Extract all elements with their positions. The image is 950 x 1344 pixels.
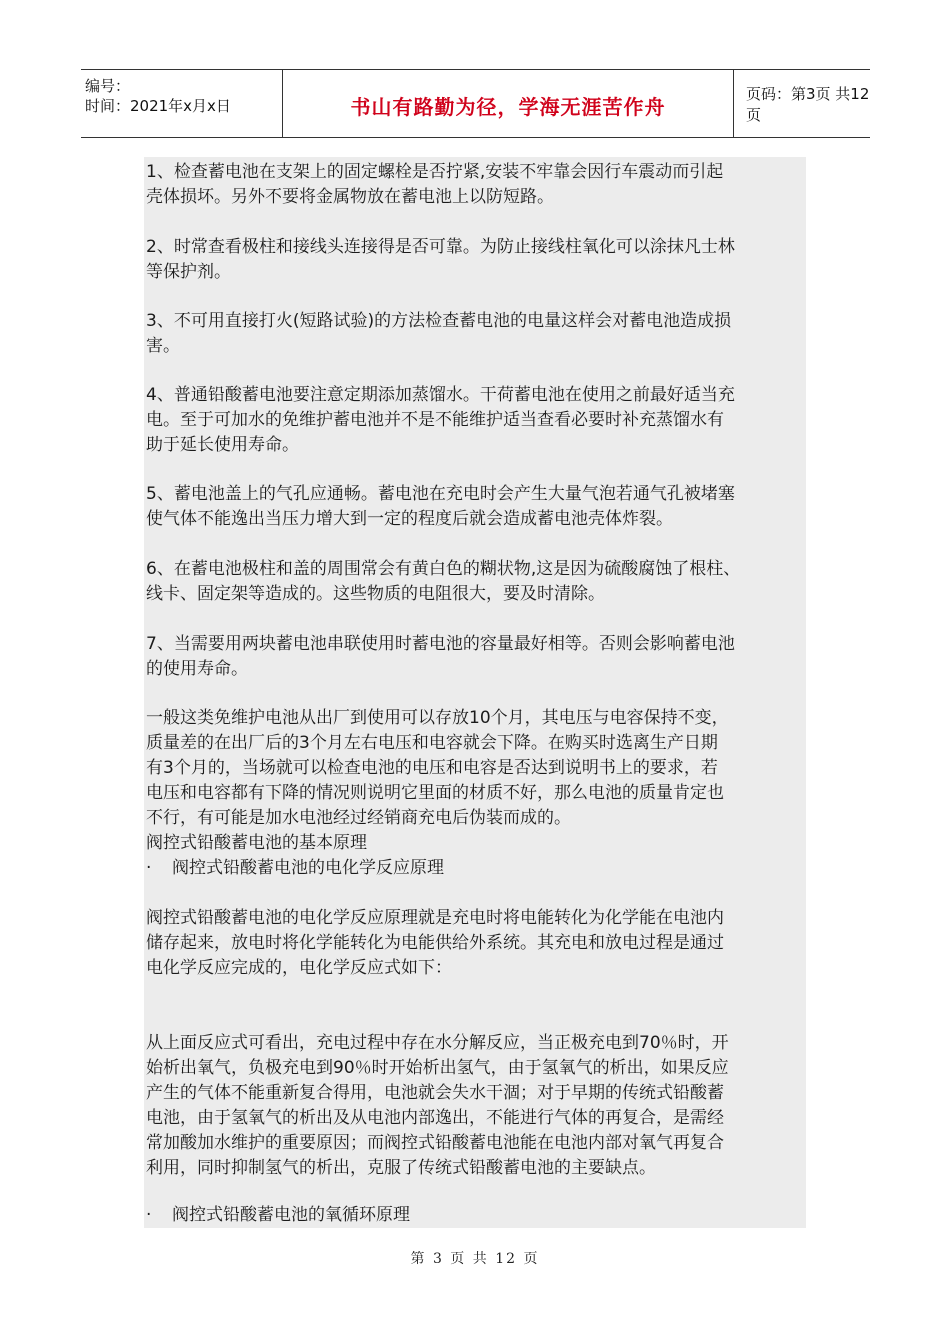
bullet-text: 阀控式铅酸蓄电池的氧循环原理 [172,1205,410,1225]
paragraph-analysis [146,1031,808,1181]
text-line: 6、在蓄电池极柱和盖的周围常会有黄白色的糊状物,这是因为硫酸腐蚀了根柱、 [146,559,741,579]
text-line: 电化学反应完成的，电化学反应式如下： [146,958,452,978]
bullet-icon: · [146,1205,152,1225]
paragraph-3 [146,309,808,359]
text-line: 利用，同时抑制氢气的析出，克服了传统式铅酸蓄电池的主要缺点。 [146,1158,656,1178]
bullet-text: 阀控式铅酸蓄电池的电化学反应原理 [172,858,444,878]
text-line: 等保护剂。 [146,262,231,282]
page-footer [0,1248,950,1268]
page-header [81,69,870,138]
header-page-info [734,70,870,137]
text-line: 从上面反应式可看出，充电过程中存在水分解反应，当正极充电到70％时，开 [146,1033,729,1053]
text-line: 2、时常查看极柱和接线头连接得是否可靠。为防止接线柱氧化可以涂抹凡士林 [146,237,735,257]
paragraph-storage [146,706,808,856]
text-line: 1、检查蓄电池在支架上的固定螺栓是否拧紧,安装不牢靠会因行车震动而引起 [146,162,724,182]
bullet-item-oxygen-cycle [146,1203,808,1228]
text-line: 常加酸加水维护的重要原因；而阀控式铅酸蓄电池能在电池内部对氧气再复合 [146,1133,724,1153]
paragraph-1 [146,160,808,210]
paragraph-6 [146,557,808,607]
date-line: 时间：2021年x月x日 [85,97,231,115]
text-line: 5、蓄电池盖上的气孔应通畅。蓄电池在充电时会产生大量气泡若通气孔被堵塞 [146,484,735,504]
header-motto-cell [282,70,734,137]
text-line: 不行，有可能是加水电池经过经销商充电后伪装而成的。 [146,808,571,828]
text-line: 电压和电容都有下降的情况则说明它里面的材质不好，那么电池的质量肯定也 [146,783,724,803]
text-line: 一般这类免维护电池从出厂到使用可以存放10个月，其电压与电容保持不变， [146,708,729,728]
page-info-text: 页码：第3页 共12页 [746,84,870,124]
text-line: 线卡、固定架等造成的。这些物质的电阻很大，要及时清除。 [146,584,605,604]
text-line: 使气体不能逸出当压力增大到一定的程度后就会造成蓄电池壳体炸裂。 [146,509,673,529]
text-line: 壳体损坏。另外不要将金属物放在蓄电池上以防短路。 [146,187,554,207]
paragraph-principle [146,906,808,981]
paragraph-2 [146,235,808,285]
text-line: 产生的气体不能重新复合得用，电池就会失水干涸；对于早期的传统式铅酸蓄 [146,1083,724,1103]
text-line: 有3个月的，当场就可以检查电池的电压和电容是否达到说明书上的要求，若 [146,758,718,778]
text-line: 电。至于可加水的免维护蓄电池并不是不能维护适当查看必要时补充蒸馏水有 [146,410,724,430]
text-line: 始析出氧气，负极充电到90％时开始析出氢气，由于氢氧气的析出，如果反应 [146,1058,729,1078]
text-line: 助于延长使用寿命。 [146,435,299,455]
text-line: 质量差的在出厂后的3个月左右电压和电容就会下降。在购买时选离生产日期 [146,733,718,753]
footer-page-number: 第 3 页 共 12 页 [410,1251,540,1267]
text-line: 的使用寿命。 [146,659,248,679]
bullet-icon: · [146,858,152,878]
section-heading: 阀控式铅酸蓄电池的基本原理 [146,833,367,853]
document-body [144,157,806,1228]
text-line: 阀控式铅酸蓄电池的电化学反应原理就是充电时将电能转化为化学能在电池内 [146,908,724,928]
bullet-item-electrochemistry [146,856,808,881]
paragraph-7 [146,632,808,682]
header-meta [81,70,282,137]
number-label: 编号： [85,77,131,95]
text-line: 电池，由于氢氧气的析出及从电池内部逸出，不能进行气体的再复合，是需经 [146,1108,724,1128]
paragraph-4 [146,383,808,458]
motto-text: 书山有路勤为径，学海无涯苦作舟 [350,95,666,119]
text-line: 储存起来，放电时将化学能转化为电能供给外系统。其充电和放电过程是通过 [146,933,724,953]
paragraph-5 [146,482,808,532]
text-line: 3、不可用直接打火(短路试验)的方法检查蓄电池的电量这样会对蓄电池造成损 [146,311,732,331]
text-line: 7、当需要用两块蓄电池串联使用时蓄电池的容量最好相等。否则会影响蓄电池 [146,634,735,654]
text-line: 4、普通铅酸蓄电池要注意定期添加蒸馏水。干荷蓄电池在使用之前最好适当充 [146,385,735,405]
text-line: 害。 [146,336,180,356]
